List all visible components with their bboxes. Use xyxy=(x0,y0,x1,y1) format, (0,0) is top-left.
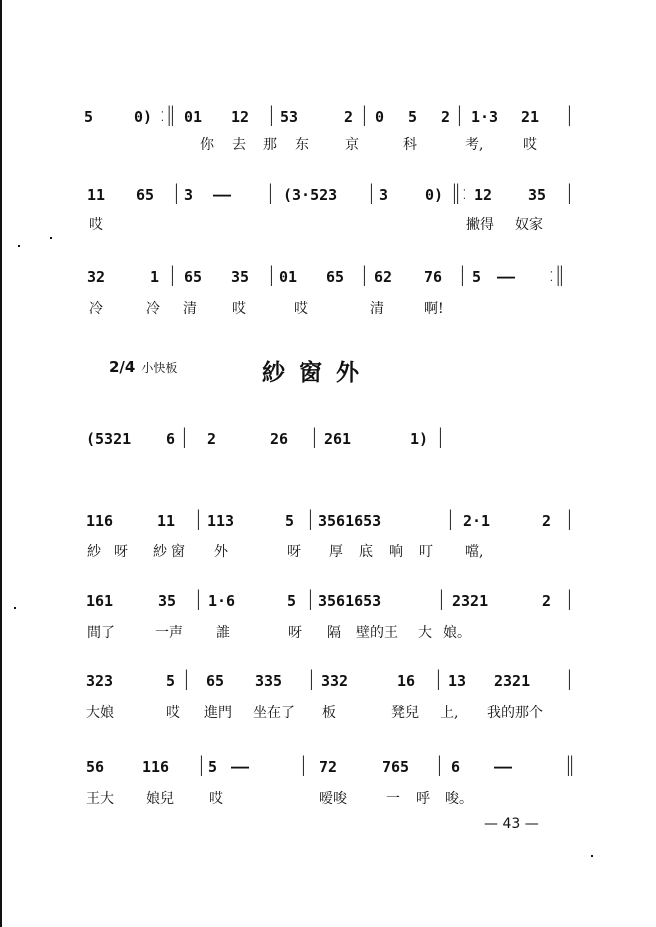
barline: | xyxy=(311,424,318,448)
barline: | xyxy=(566,506,573,530)
note-group: (3·523 xyxy=(283,186,338,204)
note-group: 3 xyxy=(184,186,194,204)
note-group: 76 xyxy=(424,268,443,286)
note-group: 1·6 xyxy=(208,592,236,610)
lyric-syllable: 隔 xyxy=(327,625,341,641)
note-group: 65 xyxy=(136,186,155,204)
barline: | xyxy=(436,752,443,776)
barline: ‖: xyxy=(451,180,468,204)
notes-row xyxy=(0,262,656,292)
barline: | xyxy=(195,586,202,610)
note-group: —— xyxy=(213,186,232,204)
barline: | xyxy=(169,262,176,286)
lyrics-row xyxy=(0,537,656,567)
speck xyxy=(14,607,16,609)
note-group: —— xyxy=(494,758,513,776)
barline: | xyxy=(566,180,573,204)
notes-row xyxy=(0,102,656,132)
lyric-syllable: 嗳唆 xyxy=(319,791,347,807)
notes-row xyxy=(0,666,656,696)
note-group: 332 xyxy=(321,672,349,690)
note-group: 11 xyxy=(87,186,106,204)
lyric-syllable: 上, xyxy=(440,705,459,721)
note-group: 5 xyxy=(408,108,418,126)
barline: | xyxy=(181,424,188,448)
note-group: 2321 xyxy=(494,672,531,690)
barline: | xyxy=(438,586,445,610)
notes-row xyxy=(0,752,656,782)
note-group: 16 xyxy=(397,672,416,690)
note-group: 323 xyxy=(86,672,114,690)
note-group: 5 xyxy=(287,592,297,610)
lyrics-row xyxy=(0,294,656,324)
lyrics-row xyxy=(0,210,656,240)
barline: | xyxy=(300,752,307,776)
lyric-syllable: 我的那个 xyxy=(487,705,543,721)
lyric-syllable: 你 xyxy=(200,137,214,153)
notes-row xyxy=(0,506,656,536)
note-group: 2 xyxy=(441,108,451,126)
note-group: 113 xyxy=(207,512,235,530)
note-group: 01 xyxy=(184,108,203,126)
note-group: 161 xyxy=(86,592,114,610)
lyric-syllable: 窗 xyxy=(171,544,185,560)
speck xyxy=(18,245,20,247)
lyric-syllable: 哎 xyxy=(209,791,223,807)
note-group: 2 xyxy=(207,430,217,448)
note-group: 0) xyxy=(134,108,153,126)
barline: :‖ xyxy=(159,102,176,126)
note-group: (5321 xyxy=(86,430,132,448)
lyric-syllable: 东 xyxy=(295,137,309,153)
note-group: 116 xyxy=(142,758,170,776)
barline: | xyxy=(195,506,202,530)
note-group: 3 xyxy=(379,186,389,204)
lyric-syllable: 奴家 xyxy=(515,217,543,233)
notes-row xyxy=(0,180,656,210)
note-group: 1) xyxy=(410,430,429,448)
tempo-label: 小快板 xyxy=(141,361,178,375)
lyric-syllable: 哎 xyxy=(232,301,246,317)
lyric-syllable: 大 xyxy=(418,625,432,641)
note-group: 65 xyxy=(206,672,225,690)
lyric-syllable: 哎 xyxy=(294,301,308,317)
barline: | xyxy=(456,102,463,126)
note-group: 1·3 xyxy=(471,108,499,126)
barline: ‖ xyxy=(565,752,575,776)
barline: | xyxy=(183,666,190,690)
note-group: 6 xyxy=(451,758,461,776)
note-group: 56 xyxy=(86,758,105,776)
lyric-syllable: 响 xyxy=(389,544,403,560)
lyric-syllable: 厚 xyxy=(329,544,343,560)
barline: | xyxy=(308,666,315,690)
barline: | xyxy=(361,102,368,126)
note-group: 01 xyxy=(279,268,298,286)
lyric-syllable: 紗 xyxy=(87,544,101,560)
note-group: —— xyxy=(497,268,516,286)
note-group: 72 xyxy=(319,758,338,776)
lyric-syllable: 考, xyxy=(465,137,484,153)
note-group: 26 xyxy=(270,430,289,448)
note-group: 335 xyxy=(255,672,283,690)
barline: | xyxy=(307,506,314,530)
lyric-syllable: 哎 xyxy=(166,705,180,721)
lyric-syllable: 呀 xyxy=(287,544,301,560)
page-number: — 43 — xyxy=(484,816,539,832)
lyric-syllable: 呼 xyxy=(416,791,430,807)
lyric-syllable: 冷 xyxy=(146,301,160,317)
lyric-syllable: 撇得 xyxy=(466,217,494,233)
note-group: 765 xyxy=(382,758,410,776)
barline: | xyxy=(435,666,442,690)
lyric-syllable: 冷 xyxy=(89,301,103,317)
note-group: 2 xyxy=(542,512,552,530)
lyric-syllable: 呀 xyxy=(288,625,302,641)
barline: | xyxy=(198,752,205,776)
lyric-syllable: 叮 xyxy=(419,544,433,560)
barline: :‖ xyxy=(548,262,565,286)
note-group: 0 xyxy=(375,108,385,126)
lyric-syllable: 間了 xyxy=(87,625,115,641)
lyric-syllable: 大娘 xyxy=(86,705,114,721)
note-group: 2321 xyxy=(452,592,489,610)
note-group: 5 xyxy=(285,512,295,530)
speck xyxy=(50,237,52,239)
speck xyxy=(591,855,593,857)
lyric-syllable: 哎 xyxy=(523,137,537,153)
lyrics-row xyxy=(0,130,656,160)
lyric-syllable: 科 xyxy=(403,137,417,153)
note-group: 1 xyxy=(150,268,160,286)
note-group: 65 xyxy=(326,268,345,286)
barline: | xyxy=(268,262,275,286)
barline: | xyxy=(268,102,275,126)
note-group: 65 xyxy=(184,268,203,286)
lyric-syllable: 哎 xyxy=(89,217,103,233)
note-group: 2 xyxy=(542,592,552,610)
notes-row xyxy=(0,424,656,454)
lyric-syllable: 清 xyxy=(183,301,197,317)
lyric-syllable: 京 xyxy=(345,137,359,153)
lyric-syllable: 噹, xyxy=(465,544,484,560)
note-group: 35 xyxy=(528,186,547,204)
barline: | xyxy=(566,102,573,126)
note-group: 32 xyxy=(87,268,106,286)
lyric-syllable: 那 xyxy=(263,137,277,153)
note-group: 116 xyxy=(86,512,114,530)
lyric-syllable: 紗 xyxy=(153,544,167,560)
note-group: 0) xyxy=(425,186,444,204)
note-group: 35 xyxy=(158,592,177,610)
barline: | xyxy=(361,262,368,286)
lyric-syllable: 去 xyxy=(232,137,246,153)
barline: | xyxy=(447,506,454,530)
note-group: 12 xyxy=(231,108,250,126)
lyric-syllable: 凳兒 xyxy=(391,705,419,721)
note-group: 5 xyxy=(84,108,94,126)
barline: | xyxy=(368,180,375,204)
lyric-syllable: 一声 xyxy=(155,625,183,641)
note-group: 3561653 xyxy=(318,512,382,530)
note-group: 2 xyxy=(344,108,354,126)
note-group: 5 xyxy=(208,758,218,776)
time-signature: 2/4 xyxy=(109,358,136,376)
lyric-syllable: 呀 xyxy=(114,544,128,560)
lyric-syllable: 底 xyxy=(359,544,373,560)
lyric-syllable: 外 xyxy=(214,544,228,560)
note-group: 2·1 xyxy=(463,512,491,530)
lyrics-row xyxy=(0,698,656,728)
note-group: 3561653 xyxy=(318,592,382,610)
lyric-syllable: 娘兒 xyxy=(146,791,174,807)
barline: | xyxy=(267,180,274,204)
lyric-syllable: 娘。 xyxy=(443,625,471,641)
lyric-syllable: 啊! xyxy=(424,301,444,317)
lyric-syllable: 一 xyxy=(386,791,400,807)
barline: | xyxy=(307,586,314,610)
lyric-syllable: 進門 xyxy=(204,705,232,721)
barline: | xyxy=(459,262,466,286)
note-group: 5 xyxy=(166,672,176,690)
barline: | xyxy=(437,424,444,448)
lyrics-row xyxy=(0,618,656,648)
note-group: 5 xyxy=(472,268,482,286)
song-title: 紗窗外 xyxy=(262,359,373,386)
note-group: 6 xyxy=(166,430,176,448)
lyrics-row xyxy=(0,784,656,814)
tempo-marking xyxy=(109,358,177,376)
note-group: 21 xyxy=(521,108,540,126)
note-group: 35 xyxy=(231,268,250,286)
note-group: 261 xyxy=(324,430,352,448)
barline: | xyxy=(566,586,573,610)
notes-row xyxy=(0,586,656,616)
note-group: 62 xyxy=(374,268,393,286)
barline: | xyxy=(173,180,180,204)
lyric-syllable: 清 xyxy=(370,301,384,317)
note-group: 12 xyxy=(474,186,493,204)
note-group: 11 xyxy=(157,512,176,530)
lyric-syllable: 坐在了 xyxy=(253,705,295,721)
lyric-syllable: 唆。 xyxy=(445,791,473,807)
barline: | xyxy=(566,666,573,690)
note-group: —— xyxy=(231,758,250,776)
lyric-syllable: 板 xyxy=(322,705,336,721)
lyric-syllable: 壁的王 xyxy=(356,625,398,641)
lyric-syllable: 王大 xyxy=(86,791,114,807)
note-group: 13 xyxy=(448,672,467,690)
lyric-syllable: 誰 xyxy=(216,625,230,641)
note-group: 53 xyxy=(280,108,299,126)
